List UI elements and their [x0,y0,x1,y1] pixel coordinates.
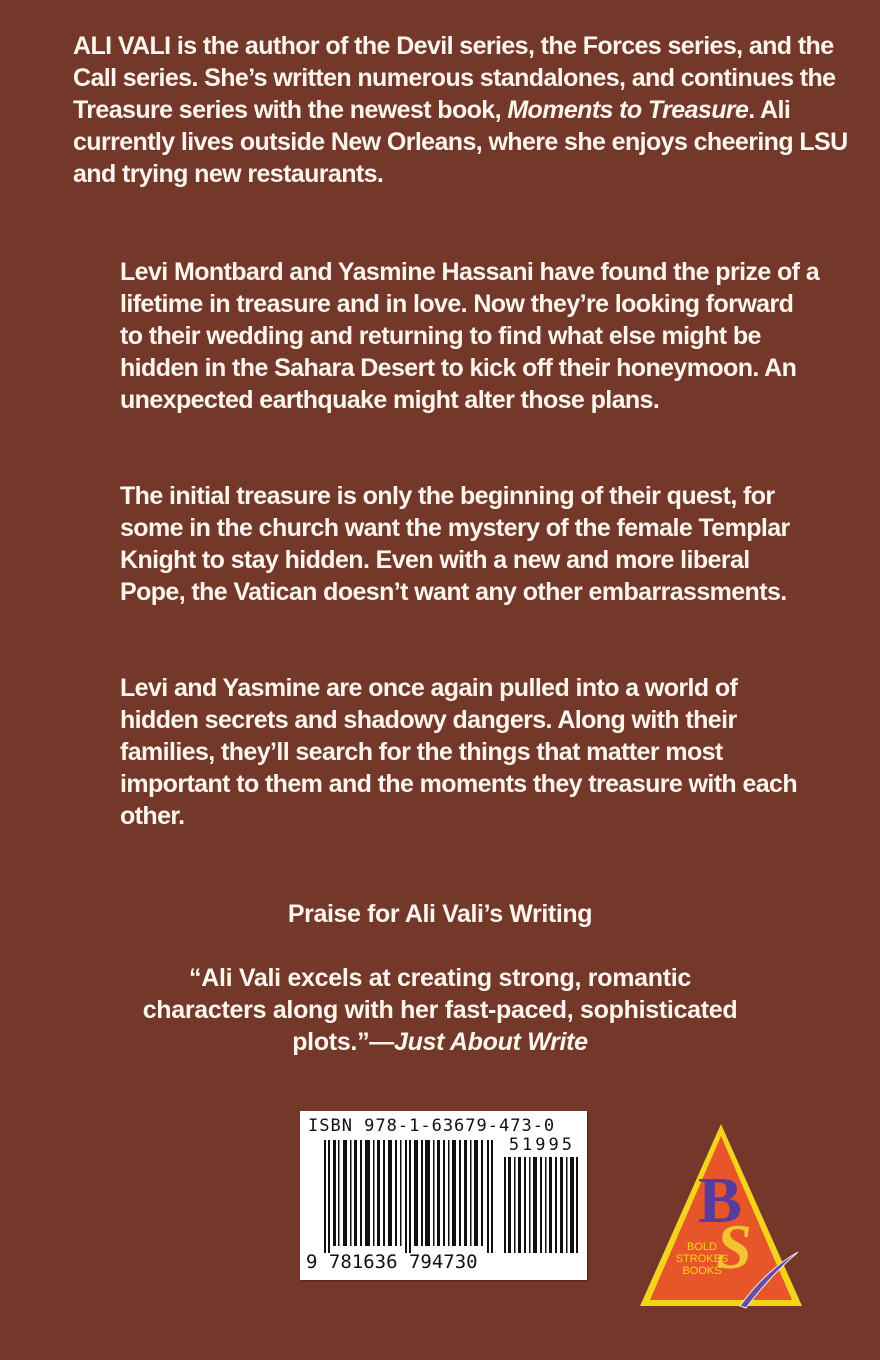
logo-letter-b: B [697,1164,743,1237]
author-bio [73,30,853,190]
praise-quote [130,962,750,1058]
isbn-barcode [300,1111,587,1280]
price-code: 51995 [508,1135,575,1155]
isbn-label: ISBN 978-1-63679-473-0 [308,1116,556,1136]
ean-number: 9 781636 794730 [306,1251,478,1273]
bold-strokes-books-logo [636,1120,806,1312]
blurb-paragraph-1: Levi Montbard and Yasmine Hassani have found the prize of a lifetime in treasure and in love. Now they’re looking forward to their wedding and returning to find what else might be hidden in the Sahara Desert to kick off their honeymoon. An unexpected earthquake might alter those plans. [120,258,820,414]
logo-name-line-2: STROKES [675,1253,729,1265]
book-title: Moments to Treasure [507,96,749,124]
barcode-bars-icon [324,1140,494,1253]
logo-name-line-1: BOLD [687,1241,717,1253]
logo-name-line-3: BOOKS [682,1265,722,1277]
author-bio-tail: . Ali currently lives outside New Orleans, where she enjoys cheering LSU and trying new restaurants. [73,96,848,188]
blurb-paragraph-2: The initial treasure is only the beginning of their quest, for some in the church want the mystery of the female Templar Knight to stay hidden. Even with a new and more liberal Pope, the Vatican doesn’t want any other embarrassments. [120,482,790,606]
addon-bars-icon [504,1157,579,1253]
blurb-paragraph-3: Levi and Yasmine are once again pulled into a world of hidden secrets and shadowy dangers. Along with their families, they’ll search for the things that matter most important to them and the moments they treasure with each other. [120,674,798,830]
quote-text: “Ali Vali excels at creating strong, romantic characters along with her fast-paced, sophisticated plots.”— [142,964,738,1056]
quote-source: Just About Write [393,1028,588,1056]
praise-heading: Praise for Ali Vali’s Writing [287,900,593,928]
author-bio-lead: ALI VALI is the author of the Devil series, the Forces series, and the Call series. She’s written numerous standalones, and continues the Treasure series with the newest book, [73,32,836,124]
logo-letter-s: S [716,1211,752,1282]
